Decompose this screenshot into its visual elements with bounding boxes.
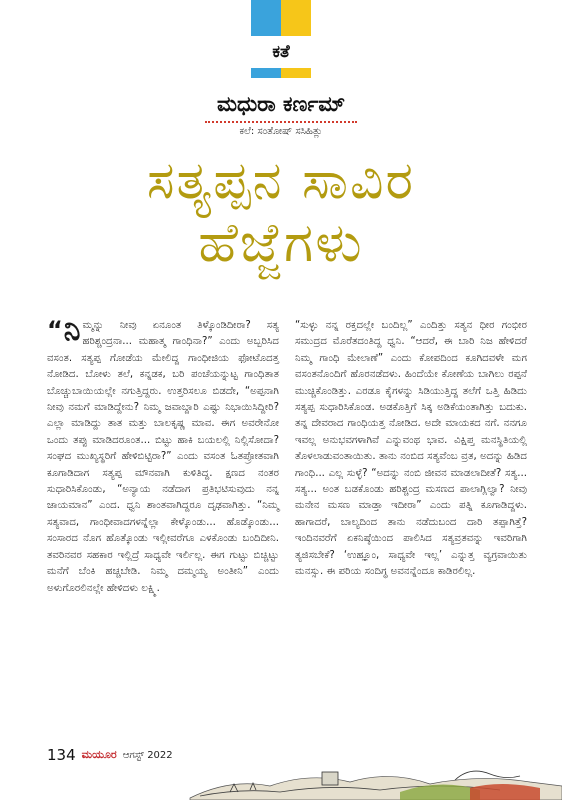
- logo-yellow-strip: [281, 68, 311, 78]
- author-name: ಮಧುರಾ ಕರ್ಣಮ್: [216, 92, 346, 116]
- logo-blue-strip: [251, 68, 281, 78]
- column-left: [47, 313, 279, 736]
- magazine-name: ಮಯೂರ: [81, 748, 117, 761]
- opening-quote: “: [47, 316, 63, 344]
- logo-yellow-block: [281, 0, 311, 36]
- story-title: [0, 150, 562, 274]
- column-right: [295, 318, 527, 736]
- paragraph-right: “ಸುಳ್ಳು ನನ್ನ ರಕ್ತದಲ್ಲೇ ಬಂದಿಲ್ಲ” ಎಂದಿತ್ತು ಸತ್ಯನ ಧೀರ ಗಂಭೀರ ಸಮುದ್ರದ ಮೊರೆತದಂತಿದ್ದ ಧ್ವನಿ. “ಆದರೆ, ಈ ಬಾರಿ ನಿಜ ಹೇಳಿದರೆ ನಿಮ್ಮ ಗಾಂಧಿ ಮೇಲಾಣೆ” ಎಂದು ಕೋಪದಿಂದ ಕೂಗಿದವಳೇ ಮಗ ವಸಂತನೊಂದಿಗೆ ಹೊರನಡೆದಳು. ಹಿಂದೆಯೇ ಕೋಣೆಯ ಬಾಗಿಲು ರಪ್ಪನೆ ಮುಚ್ಚಿಕೊಂಡಿತ್ತು. ಎರಡೂ ಕೈಗಳನ್ನು ಸಿಡಿಯುತ್ತಿದ್ದ ತಲೆಗೆ ಒತ್ತಿ ಹಿಡಿದು ಸತ್ಯಪ್ಪ ಸುಧಾರಿಸಿಕೊಂಡ. ಅಡಕೊತ್ತಿಗೆ ಸಿಕ್ಕ ಅಡಿಕೆಯಂತಾಗಿತ್ತು ಬದುಕು. ತನ್ನ ದೇವರಾದ ಗಾಂಧಿಯತ್ತ ನೋಡಿದ. ಅದೇ ಮಾಯಕದ ನಗೆ. ನನಗೂ ಇವಲ್ಲ ಅನುಭವಗಳಾಗಿವೆ ಎನ್ನುವಂಥ ಭಾವ. ವಿಕ್ಷಿಪ್ತ ಮನಸ್ಥಿತಿಯಲ್ಲಿ ತೊಳಲಾಡುವಂತಾಯಿತು. ತಾನು ನಂಬಿದ ಸತ್ಯವೆಂಬ ವ್ರತ, ಅದನ್ನು ಹಿಡಿದ ಗಾಂಧಿ... ಎಲ್ಲ ಸುಳ್ಳೆ? “ಅದನ್ನು ನಂಬಿ ಜೀವನ ಮಾಡಲಾದೀತೆ? ಸತ್ಯ... ಸತ್ಯ... ಅಂತ ಬಡಕೊಂಡು ಹರಿಶ್ಚಂದ್ರ ಮಸಣದ ಪಾಲಾಗ್ಲಿಲ್ವಾ? ನೀವು ಮನೇನ ಮಸಣ ಮಾಡ್ತಾ ಇದೀರಾ” ಎಂದು ಪತ್ನಿ ಕೂಗಾಡಿದ್ದಳು. ಹಾಗಾದರೆ, ಬಾಲ್ಯದಿಂದ ತಾನು ನಡೆದುಬಂದ ದಾರಿ ತಪ್ಪಾಗಿತ್ತೆ? ಇಂದಿನವರೆಗೆ ಏಕನಿಷ್ಠೆಯಿಂದ ಪಾಲಿಸಿದ ಸತ್ಯವ್ರತವನ್ನು ಇವರಿಗಾಗಿ ತ್ಯಜಿಸಬೇಕೆ? ‘ಉಹ್ಞೂಂ, ಸಾಧ್ಯವೇ ಇಲ್ಲ’ ಎನ್ನುತ್ತ ವ್ಯಗ್ರವಾಯಿತು ಮನಸ್ಸು. ಈ ಪರಿಯ ಸಂದಿಗ್ಧ ಅವನನ್ನೆಂದೂ ಕಾಡಿರಲಿಲ್ಲ.: [295, 320, 527, 578]
- title-line-2: ಹೆಜ್ಜೆಗಳು: [198, 211, 364, 274]
- paragraph-text: ಮ್ಮನ್ನು ನೀವು ಏನೂಂತ ತಿಳ್ಕೊಂಡಿದೀರಾ? ಸತ್ಯ ಹರಿಶ್ಚಂದ್ರನಾ... ಮಹಾತ್ಮ ಗಾಂಧಿನಾ?” ಎಂದು ಅಬ್ಬರಿಸಿದ ವಸಂತ. ಸತ್ಯಪ್ಪ ಗೋಡೆಯ ಮೇಲಿದ್ದ ಗಾಂಧೀಜಿಯ ಫೋಟೊದತ್ತ ನೋಡಿದ. ಬೋಳು ತಲೆ, ಕನ್ನಡಕ, ಬರಿ ಪಂಚೆಯನ್ನುಟ್ಟ ಗಾಂಧಿತಾತ ಬೊಚ್ಚುಬಾಯಿಯಲ್ಲೇ ನಗುತ್ತಿದ್ದರು. ಉತ್ತರಿಸಲೂ ಬಿಡದೇ, “ಅಪ್ಪನಾಗಿ ನೀವು ನಮಗೆ ಮಾಡಿದ್ದೇನು? ನಿಮ್ಮ ಜವಾಬ್ದಾರಿ ಎಷ್ಟು ನಿಭಾಯಿಸಿದ್ದೀರಿ? ಎಲ್ಲಾ ಮಾಡಿದ್ದು ತಾತ ಮತ್ತು ಬಾಲಕೃಷ್ಣ ಮಾವ. ಈಗ ಅವರೇನೋ ಒಂದು ತಪ್ಪು ಮಾಡಿದರೂಂತ... ಬಿಟ್ಟು ಹಾಕಿ ಬಯಲಲ್ಲಿ ನಿಲ್ಲಿಸೋದಾ? ಸಂಘದ ಮುಖ್ಯಸ್ಥರಿಗೆ ಹೇಳಿಬಿಟ್ಟಿರಾ?” ಎಂದು ವಸಂತ ಓತಪ್ರೋತವಾಗಿ ಕೂಗಾಡಿದಾಗ ಸತ್ಯಪ್ಪ ಮೌನವಾಗಿ ಕುಳಿತಿದ್ದ. ಕ್ಷಣದ ನಂತರ ಸುಧಾರಿಸಿಕೊಂಡು, “ಅನ್ಯಾಯ ನಡೆದಾಗ ಪ್ರತಿಭಟಿಸುವುದು ನನ್ನ ಜಾಯಮಾನ” ಎಂದ. ಧ್ವನಿ ಶಾಂತವಾಗಿದ್ದರೂ ದೃಢವಾಗಿತ್ತು. “ನಿಮ್ಮ ಸತ್ಯವಾದ, ಗಾಂಧೀವಾದಗಳನ್ನೆಲ್ಲಾ ಕೇಳ್ಕೊಂಡು... ಹೊಡ್ಕೊಂಡು... ಸಂಸಾರದ ನೊಗ ಹೊತ್ಕೊಂಡು ಇಲ್ಲೀವರೆಗೂ ಎಳಕೊಂಡು ಬಂದಿದೀನಿ. ತವರಿನವರ ಸಹಕಾರ ಇಲ್ಲಿದ್ರೆ ಸಾಧ್ಯವೇ ಇರ್ಲಿಲ್ಲ. ಈಗ ಗುಟ್ಟು ಬಿಚ್ಚಿಟ್ಟು ಮನೆಗೆ ಬೆಂಕಿ ಹಚ್ಚಬೇಡಿ. ನಿಮ್ಮ ದಮ್ಮಯ್ಯ ಅಂತೀನಿ” ಎಂದು ಅಳುಗೊರಲಿನಲ್ಲೇ ಹೇಳಿದಳು ಲಕ್ಷ್ಮಿ.: [47, 320, 279, 594]
- paragraph-left: [47, 313, 279, 597]
- section-label: ಕತೆ: [251, 36, 311, 68]
- bottom-illustration: [0, 760, 562, 800]
- article-body: [47, 313, 527, 736]
- issue-date: ಆಗಸ್ಟ್ 2022: [122, 749, 173, 761]
- art-credit: ಕಲೆ: ಸಂತೋಷ್ ಸಸಿಹಿತ್ಲು: [239, 126, 323, 137]
- author-divider: [205, 121, 357, 123]
- section-logo: [251, 0, 311, 78]
- logo-blue-block: [251, 0, 281, 36]
- title-line-1: ಸತ್ಯಪ್ಪನ ಸಾವಿರ: [146, 151, 416, 211]
- page-number: 134: [47, 746, 76, 764]
- dropcap: ನಿ: [63, 313, 81, 348]
